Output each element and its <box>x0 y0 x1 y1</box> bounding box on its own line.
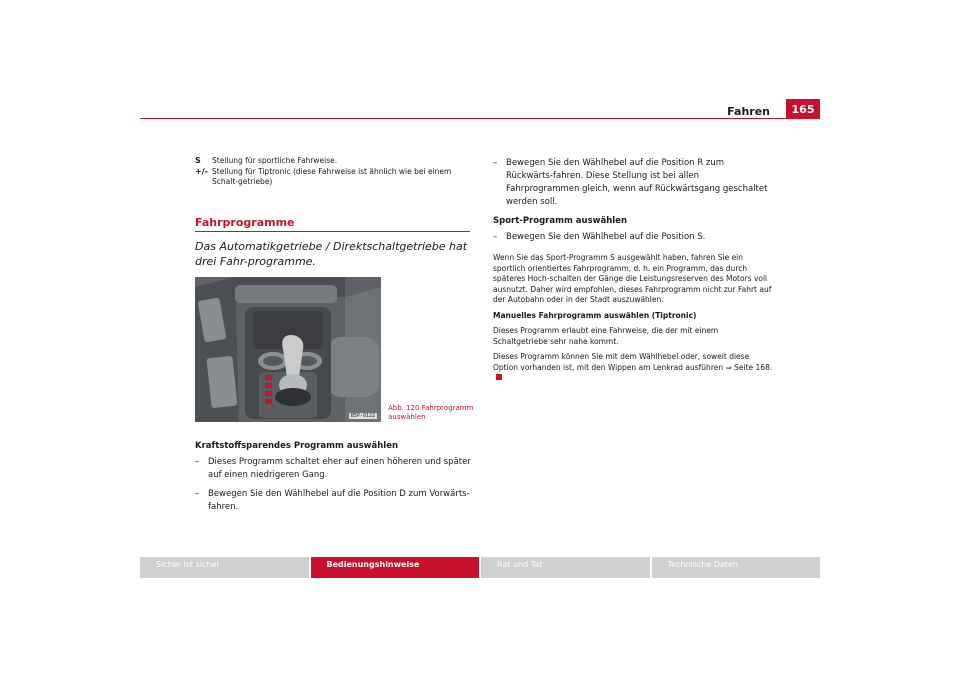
definition-key: +/- <box>195 167 208 176</box>
dash-bullet: – <box>195 489 200 499</box>
sport-program-paragraph: Wenn Sie das Sport-Programm S ausgewählt haben, fahren Sie ein sportlich orientiertes Fahrprogramm, d. h. ein Programm, das durch späteres Hoch-schalten der Gänge die Leistungsreserven des Motors voll ausnutzt. Daher wird empfohlen, dieses Fahrprogramm nicht zur Fahrt auf der Autobahn oder in der Stadt auszuwählen. <box>493 253 772 304</box>
list-item-text: Bewegen Sie den Wählhebel auf die Position R zum Rückwärts-fahren. Diese Stellung ist bei allen Fahrprogrammen gleich, wenn auf Rückwärtsgang geschaltet werden soll. <box>506 158 768 207</box>
list-item-text: Bewegen Sie den Wählhebel auf die Position S. <box>506 232 706 242</box>
definition-text: Stellung für sportliche Fahrweise. <box>212 156 338 165</box>
section-title: Fahrprogramme <box>195 216 295 229</box>
figure-caption: Abb. 120 Fahrprogramm auswählen <box>388 404 474 421</box>
footer-tab-technical-data[interactable]: Technische Daten <box>652 557 821 578</box>
definition-row <box>195 167 475 187</box>
list-item <box>493 231 773 244</box>
header-rule <box>140 118 820 119</box>
gear-selector-figure <box>195 277 381 422</box>
list-item <box>195 488 475 514</box>
dash-bullet: – <box>195 457 200 467</box>
section-lead: Das Automatikgetriebe / Direktschaltgetriebe hat drei Fahr-programme. <box>195 240 468 268</box>
paddle-paragraph-text: Dieses Programm können Sie mit dem Wählhebel oder, soweit diese Option vorhanden ist, mit den Wippen am Lenkrad ausführen ⇒ Seite 168. <box>493 352 773 372</box>
left-column-text <box>195 440 475 514</box>
page-number: 165 <box>786 99 820 119</box>
figure-code: B5P-0122 <box>350 413 375 419</box>
dash-bullet: – <box>493 232 498 242</box>
right-column-text <box>493 157 773 384</box>
list-item-text: Dieses Programm schaltet eher auf einen höheren und später auf einen niedrigeren Gang. <box>208 457 471 480</box>
definition-key: S <box>195 156 201 165</box>
list-item <box>195 456 475 482</box>
list-item <box>493 157 773 209</box>
footer-tab-safety[interactable]: Sicher ist sicher <box>140 557 309 578</box>
dash-bullet: – <box>493 158 498 168</box>
sport-program-heading: Sport-Programm auswählen <box>493 216 627 226</box>
footer-tab-tips[interactable]: Rat und Tat <box>481 557 650 578</box>
manual-program-heading: Manuelles Fahrprogramm auswählen (Tiptronic) <box>493 310 697 320</box>
economy-program-heading: Kraftstoffsparendes Programm auswählen <box>195 441 399 451</box>
section-end-mark <box>496 374 502 380</box>
gear-selector-illustration <box>195 277 381 422</box>
footer-tab-operation[interactable]: Bedienungshinweise <box>311 557 480 578</box>
manual-program-paragraph: Dieses Programm erlaubt eine Fahrweise, die der mit einem Schaltgetriebe sehr nahe kommt. <box>493 326 719 346</box>
chapter-title: Fahren <box>727 105 770 118</box>
definition-text: Stellung für Tiptronic (diese Fahrweise ist ähnlich wie bei einem Schalt-getriebe) <box>212 167 452 186</box>
section-rule <box>195 231 470 232</box>
position-definitions <box>195 156 475 188</box>
list-item-text: Bewegen Sie den Wählhebel auf die Position D zum Vorwärts-fahren. <box>208 489 470 512</box>
paddle-paragraph <box>493 352 773 384</box>
footer-nav <box>140 557 820 578</box>
definition-row <box>195 156 475 166</box>
